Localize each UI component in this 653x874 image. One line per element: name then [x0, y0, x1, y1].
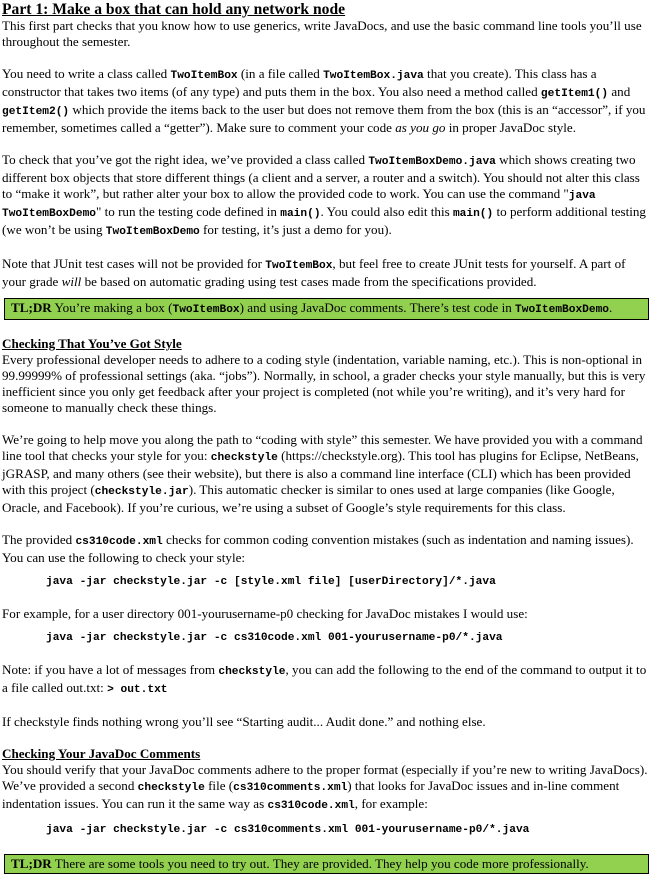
output-note-paragraph: Note: if you have a lot of messages from checkstyle, you can add the following to the end of the command to output it to a file called out.txt: > out.txt	[2, 662, 647, 696]
demo-paragraph: To check that you’ve got the right idea, we’ve provided a class called TwoItemBoxDemo.java which shows creating two different box objects that store different things (a client and a server, a router and a switch). You should not alter this class to “make it work”, but rather alter your box to allow the provided code to work. You can use the command "java TwoItemBoxDemo" to run the testing code defined in main(). You could also edit this main() to perform additional testing (we won’t be using TwoItemBoxDemo for testing, it’s just a demo for you).	[2, 152, 646, 238]
junit-paragraph: Note that JUnit test cases will not be provided for TwoItemBox, but feel free to create JUnit tests for yourself. A part of your grade will be based on automatic grading using test cases made from the specifications provided.	[2, 256, 626, 289]
command-generic: java -jar checkstyle.jar -c [style.xml file] [userDirectory]/*.java	[46, 576, 496, 588]
style-section-heading: Checking That You’ve Got Style	[2, 336, 182, 351]
tldr-box-1: TL;DR You’re making a box (TwoItemBox) and using JavaDoc comments. There’s test code in TwoItemBoxDemo.	[4, 298, 649, 320]
cs310code-paragraph: The provided cs310code.xml checks for common coding convention mistakes (such as indentation and naming issues). You can use the following to check your style:	[2, 532, 634, 565]
javadoc-section-heading: Checking Your JavaDoc Comments	[2, 746, 201, 761]
command-comments: java -jar checkstyle.jar -c cs310comments.xml 001-yourusername-p0/*.java	[46, 824, 530, 836]
javadoc-paragraph: You should verify that your JavaDoc comments adhere to the proper format (especially if you’re new to writing JavaDocs). We’ve provided a second checkstyle file (cs310comments.xml) that looks for JavaDoc issues and in-line comment indentation issues. You can run it the same way as cs310code.xml, for example:	[2, 762, 648, 812]
twoitembox-paragraph: You need to write a class called TwoItemBox (in a file called TwoItemBox.java that you create). This class has a constructor that takes two items (of any type) and puts them in the box. You also need a method called getItem1() and getItem2() which provide the items back to the user but does not remove them from the box (this is an “accessor”, if you remember, sometimes called a “getter”). Make sure to comment your code as you go in proper JavaDoc style.	[2, 66, 646, 135]
tldr-box-2: TL;DR There are some tools you need to try out. They are provided. They help you code more professionally.	[4, 854, 649, 874]
intro-paragraph: This first part checks that you know how to use generics, write JavaDocs, and use the basic command line tools you’ll use throughout the semester.	[2, 18, 642, 49]
page-title: Part 1: Make a box that can hold any network node	[2, 1, 346, 18]
style-intro-paragraph: Every professional developer needs to adhere to a coding style (indentation, variable naming, etc.). This is non-optional in 99.99999% of professional settings (aka. “jobs”). Normally, in school, a grader checks your style manually, but this is very inefficient since you only get feedback after your project is completed (not while you’re writing), and it’s very hard for someone to manually check these things.	[2, 352, 646, 415]
checkstyle-paragraph: We’re going to help move you along the path to “coding with style” this semester. We have provided you with a command line tool that checks your style for you: checkstyle (https://checkstyle.org). This tool has plugins for Eclipse, NetBeans, jGRASP, and many others (see their website), but there is also a command line interface (CLI) which has been provided with this project (checkstyle.jar). This automatic checker is similar to ones used at large companies (like Google, Oracle, and Facebook). If you’re curious, we’re using a subset of Google’s style requirements for this class.	[2, 432, 643, 515]
example-paragraph: For example, for a user directory 001-yourusername-p0 checking for JavaDoc mistakes I would use:	[2, 606, 528, 621]
audit-paragraph: If checkstyle finds nothing wrong you’ll see “Starting audit... Audit done.” and nothing else.	[2, 714, 486, 729]
command-example: java -jar checkstyle.jar -c cs310code.xml 001-yourusername-p0/*.java	[46, 632, 503, 644]
